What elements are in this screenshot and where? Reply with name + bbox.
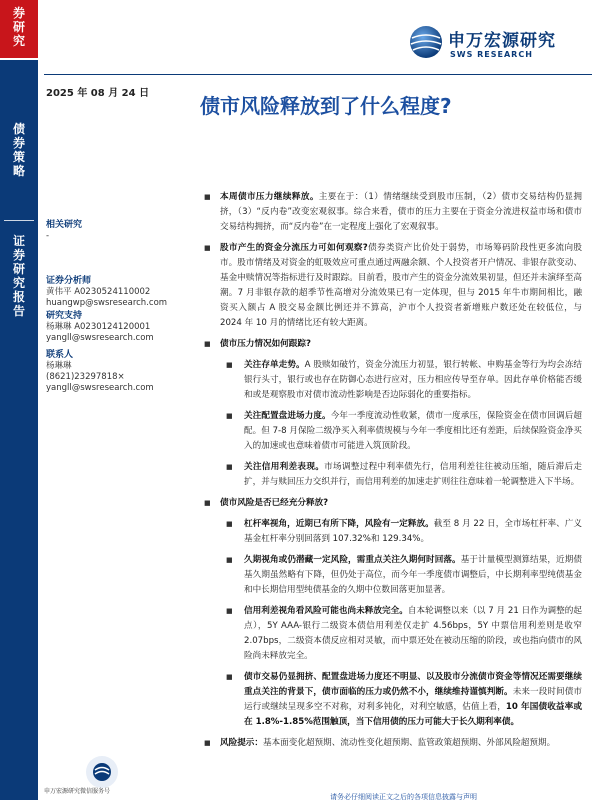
band-strategy-label: 债券策略	[12, 122, 25, 178]
sub-leverage	[200, 517, 582, 547]
sub-cd-lead: 关注存单走势。	[244, 360, 305, 370]
research-support-header: 研究支持	[46, 311, 83, 321]
band-red-block	[0, 0, 38, 58]
brand-name-en: SWS RESEARCH	[450, 50, 533, 59]
para-risk-warning	[200, 736, 582, 751]
sub-allocation	[200, 409, 582, 454]
band-blue-block	[0, 60, 38, 800]
report-date: 2025 年 08 月 24 日	[46, 88, 150, 99]
sub-cd-text: A 股赎如破竹，资金分流压力初显，银行转帐、申购基金等行为均会冻结银行头寸，银行或也存在防御心态进行应对，压力相应传导至存单。因此存单价格能否缓和或是观察股市对债市流动性影响是否边际弱化的重要指标。	[244, 360, 582, 400]
sub-conclusion-text: 未来一段时间债市运行或继续呈现多空不对称，对利多钝化，对利空敏感，估值上看，	[244, 687, 582, 712]
sub-allocation-lead: 关注配置盘进场力度。	[244, 411, 331, 421]
sub-allocation-text: 今年一季度流动性收紧，债市一度承压，保险资金在债市回调后超配。但 7-8 月保险二级净买入利率债规模与今年一季度相比还有差距，后续保险资金净买入的加速或也意味着债市可能进入筑顶阶段。	[244, 411, 582, 451]
para-tracking-lead: 债市压力情况如何跟踪?	[220, 339, 311, 349]
sub-spread-lead: 信用利差视角看风险可能也尚未释放完全。	[244, 606, 408, 616]
report-title: 债市风险释放到了什么程度?	[200, 94, 452, 118]
contact-phone: (8621)23297818×	[46, 372, 125, 382]
sub-cd-trend	[200, 358, 582, 403]
footer-note: 请务必仔细阅读正文之后的各项信息披露与声明	[330, 793, 477, 800]
support-line: 杨琳琳 A0230124120001	[46, 322, 151, 332]
sub-conclusion-view: 10 年国债收益率或在 1.8%-1.85%范围触顶，当下信用债的压力可能大于长久期利率债。	[244, 702, 582, 727]
risk-warning-lead: 风险提示：	[220, 738, 263, 748]
sub-duration	[200, 553, 582, 598]
para-equity-text: 债券类资产比价处于弱势，市场筹码阶段性更多流向股市。股市情绪及对资金的虹吸效应可重点通过两融余额、个人投资者开户情况、非银存款变动、基金申赎情况等指标进行及时跟踪。目前看，股市产生的资金分流效果初显，但还并未演绎至高潮。7 月非银存款的超季节性高增对分流效果已有一定体现，但与 2015 年牛市期间相比，融资买入额占 A 股交易金额比例还并不算高，沪市个人投资者新增账户数还处在较低位，与 2024 年 10 月的情绪比还有较大距离。	[220, 243, 582, 328]
para-pressure-lead: 本周债市压力继续释放。	[220, 192, 319, 202]
para-risk-release	[200, 496, 582, 511]
sub-credit-text: 市场调整过程中利率债先行，信用利差往往被动压缩，随后滞后走扩，并与赎回压力交织并行，而信用利差的加速走扩则往往意味着一轮调整进入下半场。	[244, 462, 582, 487]
side-column	[46, 220, 176, 394]
sub-spread-text: 自本轮调整以来（以 7 月 21 日作为调整的起点），5Y AAA-银行二级资本债信用利差仅走扩 4.56bps，5Y 中票信用利差则是收窄 2.07bps，二级资本债反应相对灵敏，而中票还处在被动压缩的阶段，或也指向债市的风险尚未释放完全。	[244, 606, 582, 661]
sub-conclusion-lead: 债市交易仍显拥挤、配置盘进场力度还不明显、以及股市分流债市资金等情况还需要继续重点关注的背景下，债市面临的压力或仍然不小，继续维持谨慎判断。	[244, 672, 582, 697]
header-rule	[44, 74, 592, 75]
para-risk-lead: 债市风险是否已经充分释放?	[220, 498, 329, 508]
para-tracking	[200, 337, 582, 352]
sub-credit-spread	[200, 460, 582, 490]
analyst-header: 证券分析师	[46, 276, 92, 286]
risk-warning-text: 基本面变化超预期、流动性变化超预期、监管政策超预期、外部风险超预期。	[262, 738, 556, 748]
para-pressure-text: 主要在于：（1）情绪继续受到股市压制，（2）债市交易结构仍显拥挤，（3）“反内卷”改变宏观叙事。综合来看，债市的压力主要在于资金分流进权益市场和债市交易结构拥挤，而“反内卷”在一定程度上强化了宏观叙事。	[220, 192, 582, 232]
sub-duration-lead: 久期视角或仍潜藏一定风险，需重点关注久期何时回落。	[244, 555, 461, 565]
contact-header: 联系人	[46, 350, 74, 360]
analyst-email[interactable]: huangwp@swsresearch.com	[46, 298, 168, 308]
sub-leverage-text: 截至 8 月 22 日，全市场杠杆率、广义基金杠杆率分别回落到 107.32%和 129.34%。	[244, 519, 582, 544]
related-value: -	[46, 231, 50, 241]
band-divider	[4, 220, 34, 221]
related-header: 相关研究	[46, 220, 83, 230]
left-band	[0, 0, 38, 800]
analyst-line: 黄伟平 A0230524110002	[46, 287, 151, 297]
support-email[interactable]: yangll@swsresearch.com	[46, 333, 154, 343]
band-top-label: 券研究	[12, 6, 25, 48]
main-body	[200, 190, 582, 757]
sub-conclusion	[200, 670, 582, 730]
brand-globe-icon	[408, 24, 444, 60]
para-equity-diversion	[200, 241, 582, 331]
band-report-label: 证券研究报告	[12, 234, 25, 318]
sub-credit-lead: 关注信用利差表现。	[244, 462, 325, 472]
contact-name: 杨琳琳	[46, 361, 72, 371]
sub-leverage-lead: 杠杆率视角，近期已有所下降，风险有一定释放。	[244, 519, 434, 529]
contact-email[interactable]: yangll@swsresearch.com	[46, 383, 154, 393]
sub-duration-text: 基于计量模型测算结果，近期债基久期虽然略有下降，但仍处于高位，而今年一季度债市调整后，中长期利率型纯债基金和中长期信用型纯债基金的久期中位数回落更加显著。	[244, 555, 582, 595]
para-pressure	[200, 190, 582, 235]
sub-spread-view	[200, 604, 582, 664]
para-equity-lead: 股市产生的资金分流压力可如何观察?	[220, 243, 368, 253]
brand-logo	[408, 22, 588, 66]
footer-caption: 申万宏源研究微信服务号	[44, 788, 111, 795]
brand-name-cn: 申万宏源研究	[448, 31, 556, 51]
